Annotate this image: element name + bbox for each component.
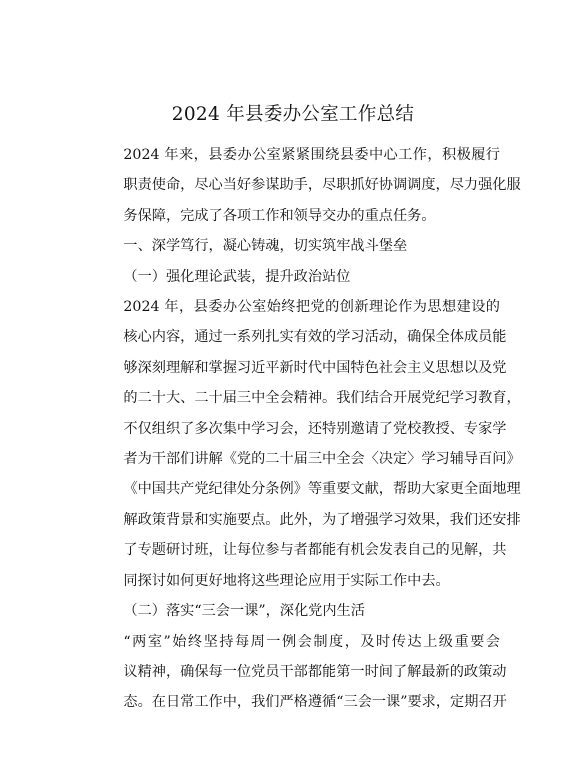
paragraph-line: 了专题研讨班，让每位参与者都能有机会发表自己的见解，共 — [123, 542, 507, 559]
paragraph-line: 议精神，确保每一位党员干部都能第一时间了解最新的政策动 — [123, 663, 507, 680]
paragraph-line: 同探讨如何更好地将这些理论应用于实际工作中去。 — [123, 572, 450, 589]
heading-text: （二）落实“三会一课”，深化党内生活 — [123, 603, 365, 620]
paragraph-line: 职责使命，尽心当好参谋助手，尽职抓好协调调度，尽力强化服 — [123, 177, 521, 194]
heading-text: 一、深学笃行，凝心铸魂，切实筑牢战斗堡垒 — [123, 238, 408, 255]
paragraph-line: 2024 年，县委办公室始终把党的创新理论作为思想建设的 — [123, 299, 500, 316]
subsection-heading-1 — [95, 262, 500, 292]
paragraph-line: 者为干部们讲解《党的二十届三中全会〈决定〉学习辅导百问》 — [123, 451, 521, 468]
paragraph-intro — [95, 140, 521, 231]
paragraph-line: 2024 年来，县委办公室紧紧围绕县委中心工作，积极履行 — [123, 147, 500, 163]
document-body — [95, 140, 521, 718]
paragraph-line: 够深刻理解和掌握习近平新时代中国特色社会主义思想以及党 — [123, 359, 507, 376]
paragraph-line: 解政策背景和实施要点。此外，为了增强学习效果，我们还安排 — [123, 511, 521, 528]
paragraph-line: 核心内容，通过一系列扎实有效的学习活动，确保全体成员能 — [123, 329, 507, 346]
paragraph-line: 务保障，完成了各项工作和领导交办的重点任务。 — [123, 207, 436, 224]
paragraph-line: 态。在日常工作中，我们严格遵循“三会一课”要求，定期召开 — [123, 694, 507, 711]
section-heading-1 — [95, 231, 500, 261]
document-title: 2024 年县委办公室工作总结 — [171, 104, 415, 125]
paragraph-party-life — [95, 627, 507, 718]
paragraph-line: 不仅组织了多次集中学习会，还特别邀请了党校教授、专家学 — [123, 420, 507, 437]
paragraph-theory-study — [95, 292, 521, 596]
paragraph-line: 的二十大、二十届三中全会精神。我们结合开展党纪学习教育， — [123, 390, 521, 407]
paragraph-line: “两室”始终坚持每周一例会制度，及时传达上级重要会 — [123, 633, 500, 650]
heading-text: （一）强化理论武装，提升政治站位 — [123, 268, 351, 285]
subsection-heading-2 — [95, 596, 500, 626]
paragraph-line: 《中国共产党纪律处分条例》等重要文献，帮助大家更全面地理 — [123, 481, 521, 498]
